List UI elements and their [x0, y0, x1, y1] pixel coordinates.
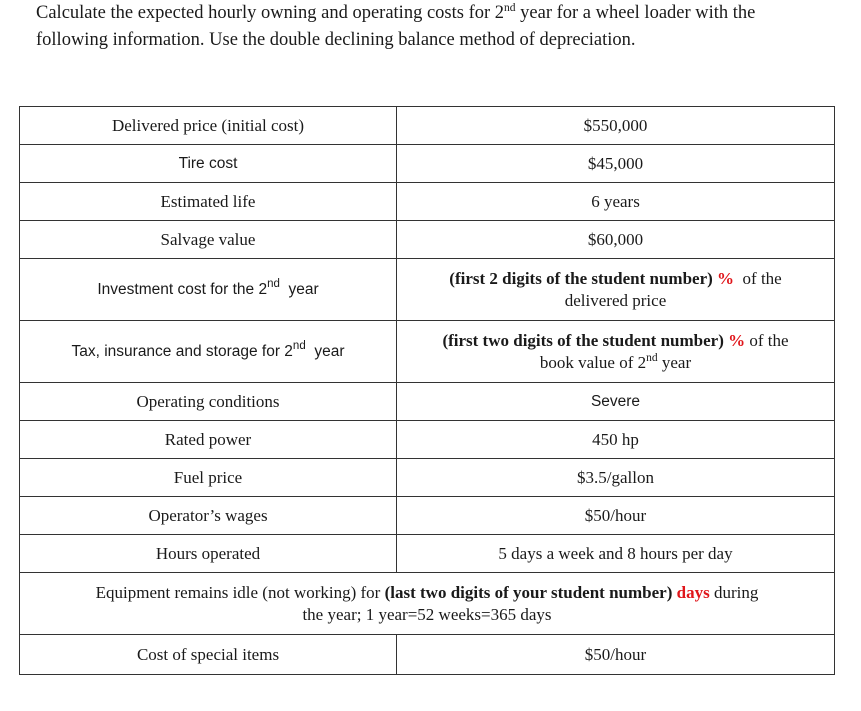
delivered-price-label: Delivered price (initial cost) [20, 107, 397, 145]
table-row-idle-note [20, 573, 835, 635]
tire-cost-value: $45,000 [397, 145, 835, 183]
table-row-operator-wages [20, 497, 835, 535]
table-row-fuel-price [20, 459, 835, 497]
salvage-value-label: Salvage value [20, 221, 397, 259]
table-row-investment-cost [20, 259, 835, 321]
table-row-tax-insurance [20, 321, 835, 383]
tax-insurance-label: Tax, insurance and storage for 2nd year [20, 321, 397, 383]
operator-wages-value: $50/hour [397, 497, 835, 535]
operator-wages-label: Operator’s wages [20, 497, 397, 535]
hours-operated-value: 5 days a week and 8 hours per day [397, 535, 835, 573]
table-row-delivered-price [20, 107, 835, 145]
table-row-estimated-life [20, 183, 835, 221]
rated-power-value: 450 hp [397, 421, 835, 459]
equipment-data-table [19, 106, 835, 675]
special-items-label: Cost of special items [20, 635, 397, 675]
estimated-life-label: Estimated life [20, 183, 397, 221]
salvage-value-value: $60,000 [397, 221, 835, 259]
table-row-rated-power [20, 421, 835, 459]
tire-cost-label: Tire cost [20, 145, 397, 183]
hours-operated-label: Hours operated [20, 535, 397, 573]
table-row-special-items [20, 635, 835, 675]
tax-insurance-value: (first two digits of the student number) % of the book value of 2nd year [397, 321, 835, 383]
idle-note: Equipment remains idle (not working) for (last two digits of your student number) days during the year; 1 year=52 weeks=365 days [20, 573, 835, 635]
rated-power-label: Rated power [20, 421, 397, 459]
fuel-price-value: $3.5/gallon [397, 459, 835, 497]
investment-cost-value: (first 2 digits of the student number) % of the delivered price [397, 259, 835, 321]
operating-conditions-value: Severe [397, 383, 835, 421]
table-row-operating-conditions [20, 383, 835, 421]
table-row-salvage-value [20, 221, 835, 259]
special-items-value: $50/hour [397, 635, 835, 675]
table-row-hours-operated [20, 535, 835, 573]
problem-statement: Calculate the expected hourly owning and operating costs for 2nd year for a wheel loader with the following information. Use the double declining balance method of depreciation. [36, 2, 756, 50]
table-row-tire-cost [20, 145, 835, 183]
fuel-price-label: Fuel price [20, 459, 397, 497]
investment-cost-label: Investment cost for the 2nd year [20, 259, 397, 321]
operating-conditions-label: Operating conditions [20, 383, 397, 421]
estimated-life-value: 6 years [397, 183, 835, 221]
delivered-price-value: $550,000 [397, 107, 835, 145]
